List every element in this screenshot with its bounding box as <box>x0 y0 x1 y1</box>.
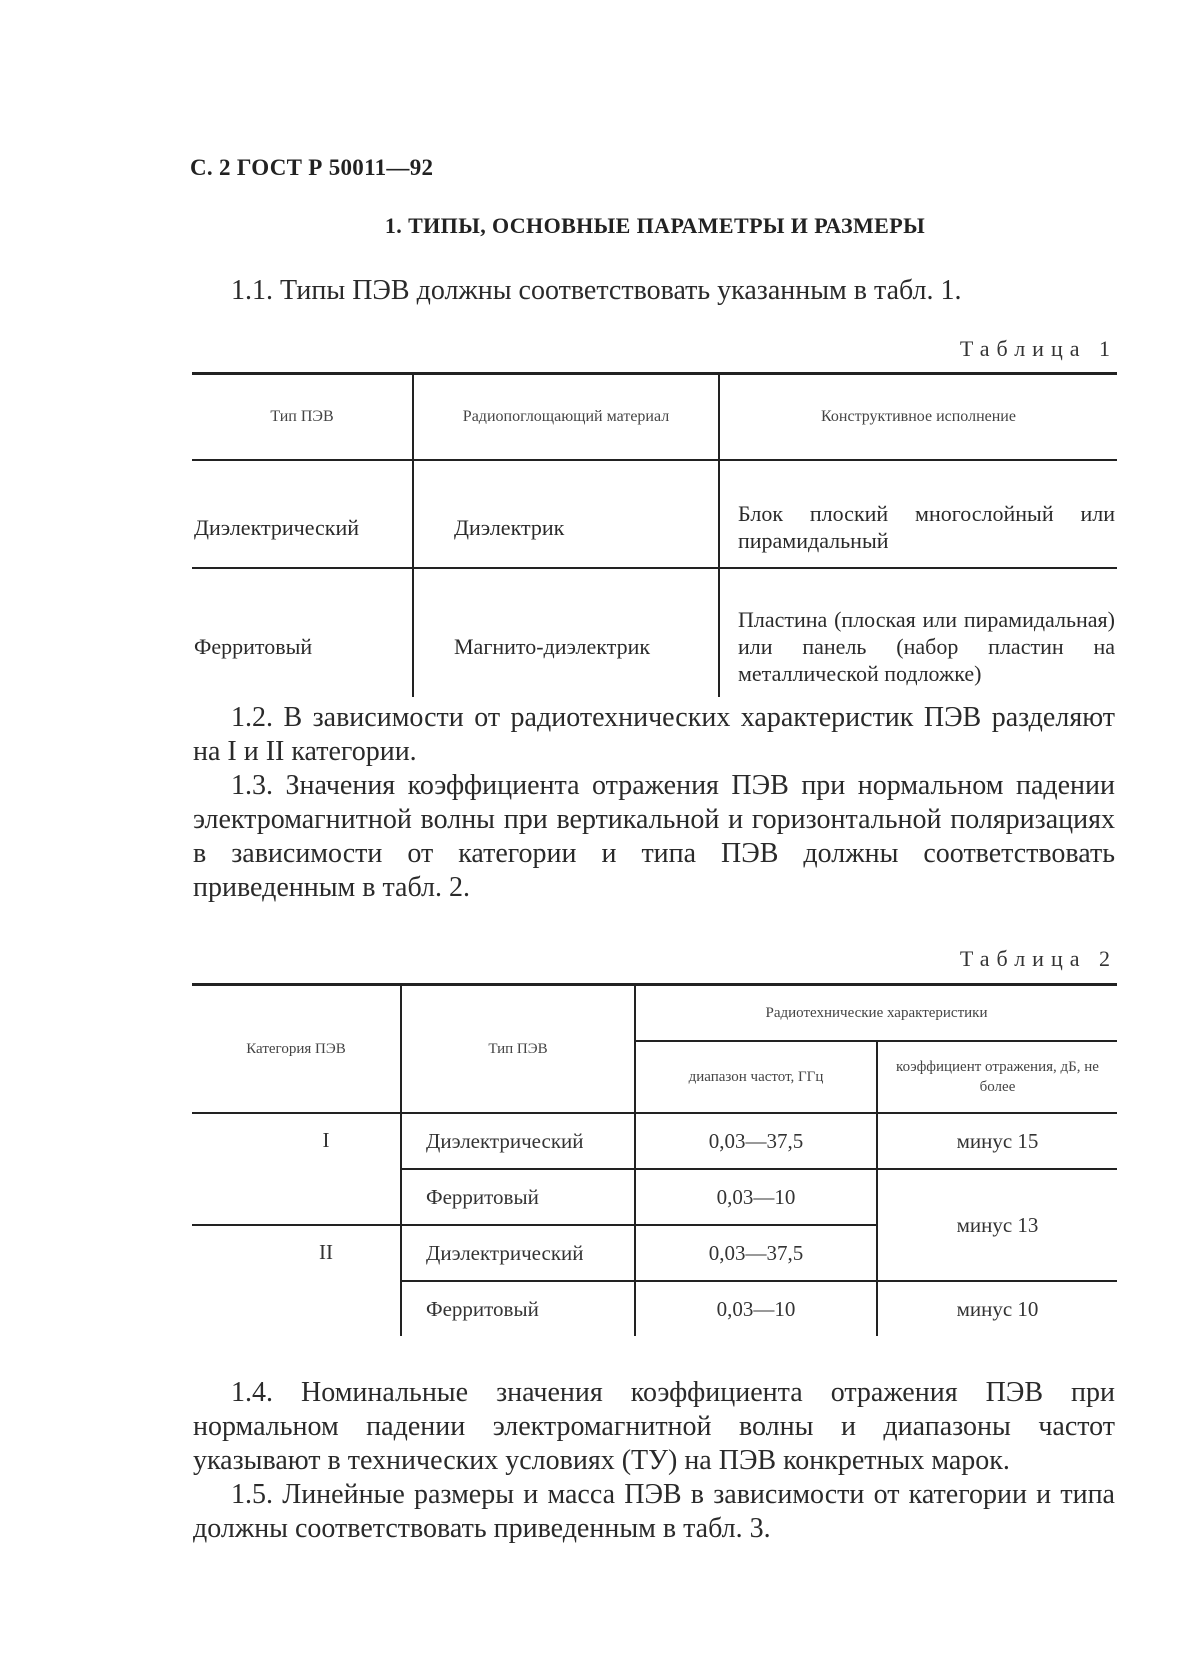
table-2-cell-coefficient: минус 10 <box>877 1281 1117 1336</box>
paragraph-1-3-text: 1.3. Значения коэффициента отражения ПЭВ при нормальном падении электромагнитной волны при вертикальной и горизонтальной поляризациях в зависимости от категории и типа ПЭВ должны соответствовать приведенным в табл. 2. <box>193 770 1115 903</box>
table-1-header-material: Радиопоглощающий материал <box>413 374 719 461</box>
paragraph-1-5-text: 1.5. Линейные размеры и масса ПЭВ в зависимости от категории и типа должны соответствовать приведенным в табл. 3. <box>193 1479 1115 1544</box>
table-2-cell-type: Ферритовый <box>401 1169 635 1225</box>
table-row <box>192 460 1117 568</box>
table-1-header-design: Конструктивное исполнение <box>719 374 1117 461</box>
table-1-header-row <box>192 374 1117 461</box>
paragraph-1-4 <box>193 1376 1115 1478</box>
table-1-cell: Диэлектрик <box>413 460 719 568</box>
table-2-header-category: Категория ПЭВ <box>192 985 401 1114</box>
paragraph-1-5 <box>193 1478 1115 1546</box>
table-2-header-group: Радиотехнические характеристики <box>635 985 1117 1042</box>
table-1-caption: Таблица 1 <box>959 336 1117 361</box>
paragraph-1-1 <box>193 274 1115 308</box>
table-2-cell-type: Диэлектрический <box>401 1225 635 1281</box>
table-row <box>192 1113 1117 1169</box>
table-2-cell-coefficient: минус 13 <box>877 1169 1117 1281</box>
table-1-cell: Магнито-диэлектрик <box>413 568 719 697</box>
table-2-header-range: диапазон частот, ГГц <box>635 1041 877 1113</box>
section-title: 1. ТИПЫ, ОСНОВНЫЕ ПАРАМЕТРЫ И РАЗМЕРЫ <box>384 213 926 238</box>
table-1-cell: Блок плоский многослойный или пирамидальный <box>719 460 1117 568</box>
table-2-cell-range: 0,03—10 <box>635 1281 877 1336</box>
table-2-cell-range: 0,03—37,5 <box>635 1225 877 1281</box>
table-2-header-type: Тип ПЭВ <box>401 985 635 1114</box>
table-2-caption: Таблица 2 <box>959 946 1117 971</box>
table-2-category-II: II <box>319 1240 333 1264</box>
table-1-cell: Диэлектрический <box>192 460 413 568</box>
table-2-category-I: I <box>192 1113 401 1225</box>
table-2-cell-range: 0,03—37,5 <box>635 1113 877 1169</box>
table-1 <box>192 372 1117 697</box>
paragraph-1-3 <box>193 769 1115 905</box>
table-2-cell-type: Диэлектрический <box>401 1113 635 1169</box>
table-2-header-row <box>192 985 1117 1042</box>
table-row <box>192 568 1117 697</box>
table-2-header-coefficient: коэффициент отражения, дБ, не более <box>877 1041 1117 1113</box>
table-1-cell: Ферритовый <box>194 633 313 659</box>
table-2 <box>192 983 1117 1336</box>
page-header: С. 2 ГОСТ Р 50011—92 <box>190 155 434 180</box>
table-2-cell-range: 0,03—10 <box>635 1169 877 1225</box>
paragraph-1-2-text: 1.2. В зависимости от радиотехнических характеристик ПЭВ разделяют на I и II категории. <box>193 702 1115 767</box>
paragraph-1-2 <box>193 701 1115 769</box>
table-2-cell-type: Ферритовый <box>401 1281 635 1336</box>
table-2-cell-coefficient: минус 15 <box>877 1113 1117 1169</box>
table-1-cell: Пластина (плоская или пирамидальная) или панель (набор пластин на металлической подложке) <box>738 606 1115 686</box>
paragraph-1-1-text: 1.1. Типы ПЭВ должны соответствовать указанным в табл. 1. <box>231 275 962 306</box>
paragraph-1-4-text: 1.4. Номинальные значения коэффициента отражения ПЭВ при нормальном падении электромагнитной волны и диапазоны частот указывают в технических условиях (ТУ) на ПЭВ конкретных марок. <box>193 1377 1115 1476</box>
table-1-header-type: Тип ПЭВ <box>192 374 413 461</box>
